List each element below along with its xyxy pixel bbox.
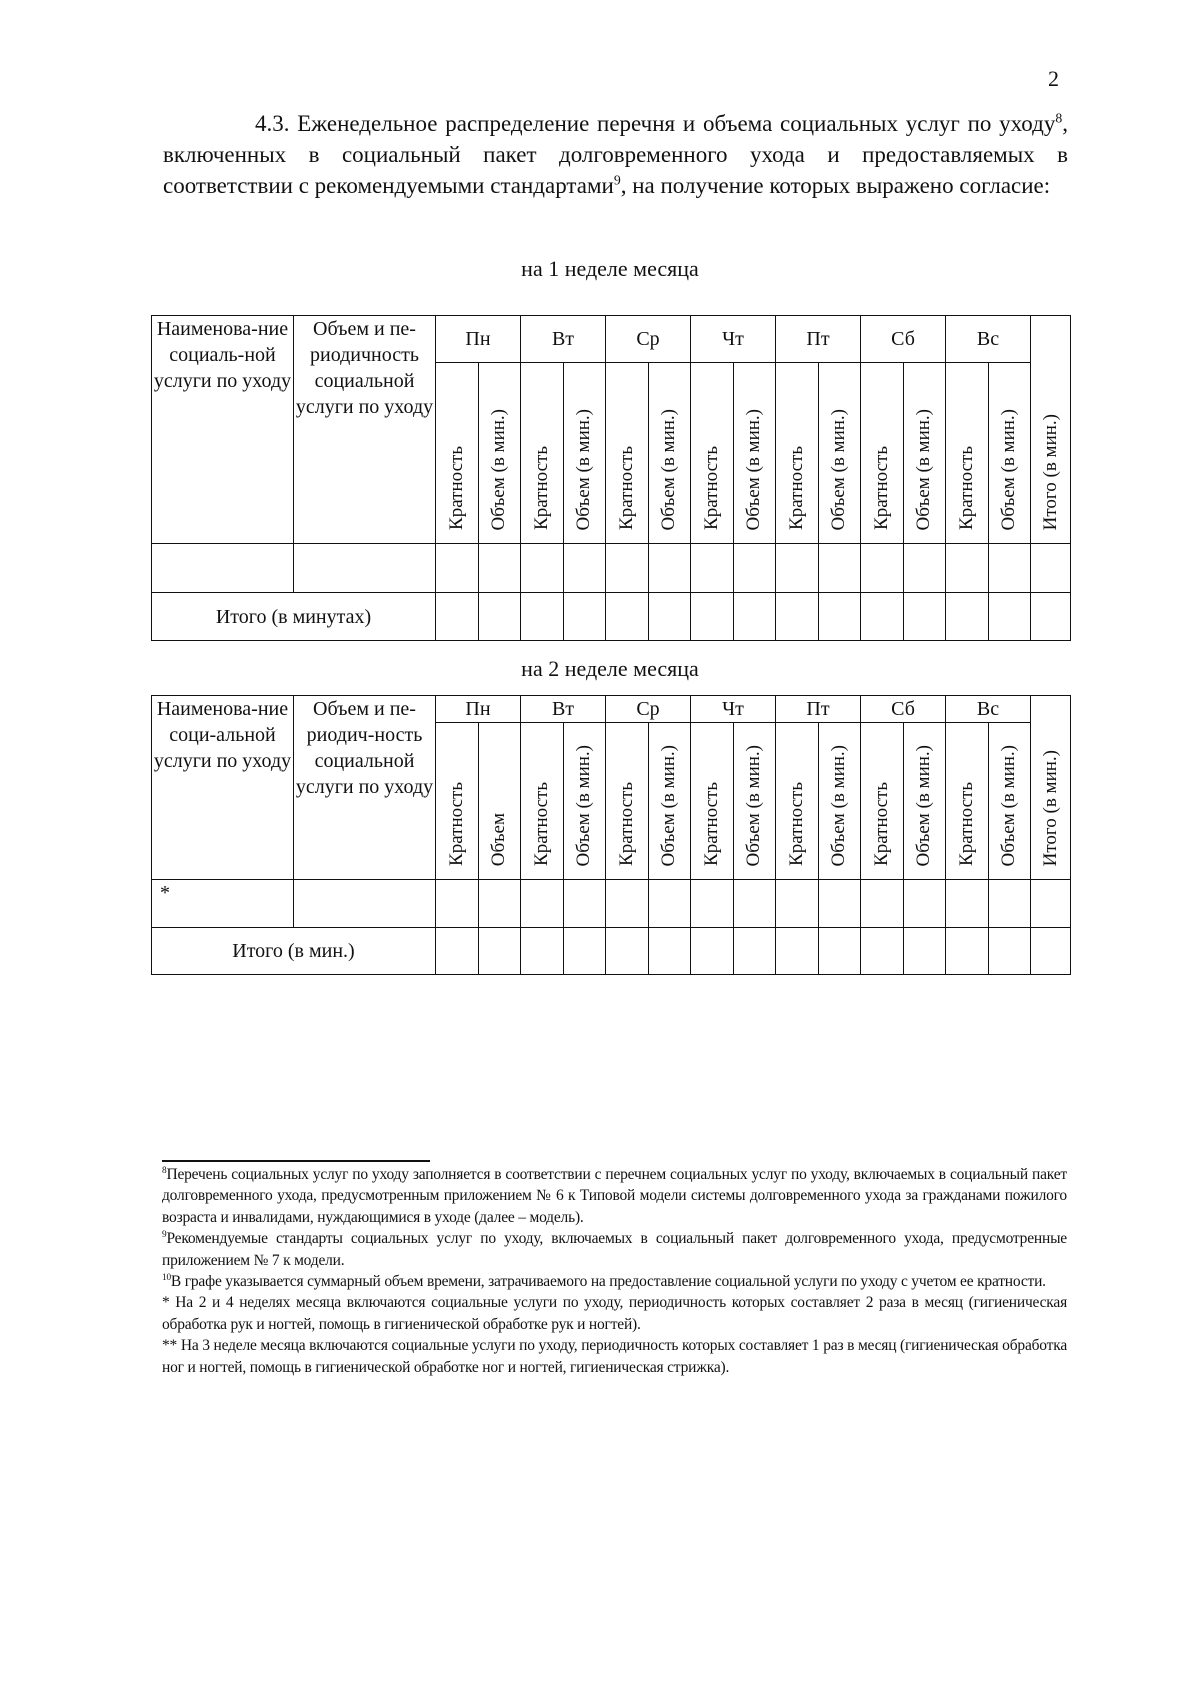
volume-label: Объем: [488, 812, 510, 866]
header-volume: [818, 363, 861, 544]
frequency-label: Кратность: [955, 782, 977, 866]
volume-label: Объем (в мин.): [658, 408, 680, 530]
frequency-label: Кратность: [530, 782, 552, 866]
header-total-column: [1031, 316, 1071, 544]
volume-label: Объем (в мин.): [828, 408, 850, 530]
header-volume: [648, 363, 691, 544]
total-cell[interactable]: [691, 593, 734, 641]
header-frequency: [776, 363, 819, 544]
footnote: [162, 1228, 1067, 1271]
frequency-label: Кратность: [445, 446, 467, 530]
data-cell[interactable]: [648, 544, 691, 593]
data-cell[interactable]: [903, 544, 946, 593]
footnote-mark: 8: [162, 1165, 167, 1176]
header-volume-periodicity: Объем и пе-риодичность социальной услуги по уходу: [294, 316, 436, 544]
total-cell[interactable]: [903, 593, 946, 641]
volume-label: Объем (в мин.): [573, 408, 595, 530]
total-cell[interactable]: [776, 593, 819, 641]
data-cell[interactable]: [521, 880, 564, 928]
table-row: [152, 544, 1071, 593]
header-volume: [648, 723, 691, 880]
volume-label: Объем (в мин.): [743, 744, 765, 866]
frequency-label: Кратность: [785, 782, 807, 866]
volume-label: Объем (в мин.): [658, 744, 680, 866]
header-day: Сб: [861, 316, 946, 363]
data-cell[interactable]: [648, 880, 691, 928]
data-cell[interactable]: [563, 880, 606, 928]
total-cell[interactable]: [521, 928, 564, 975]
total-cell[interactable]: [606, 593, 649, 641]
data-cell[interactable]: [691, 880, 734, 928]
data-cell[interactable]: [521, 544, 564, 593]
footnote-text: * На 2 и 4 неделях месяца включаются социальные услуги по уходу, периодичность которых составляет 2 раза в месяц (гигиеническая обработка рук и ногтей, помощь в гигиенической обработке рук и ногтей).: [162, 1294, 1067, 1333]
data-cell[interactable]: [478, 544, 521, 593]
total-cell[interactable]: [648, 593, 691, 641]
header-day: Вс: [946, 316, 1031, 363]
data-cell[interactable]: [478, 880, 521, 928]
total-cell[interactable]: [478, 593, 521, 641]
volume-label: Объем (в мин.): [998, 744, 1020, 866]
header-volume: [903, 723, 946, 880]
footnote-text: ** На 3 неделе месяца включаются социальные услуги по уходу, периодичность которых составляет 1 раз в месяц (гигиеническая обработка ног и ногтей, помощь в гигиенической обработке ног и ногтей, гигиеническая стрижка).: [162, 1337, 1067, 1376]
frequency-label: Кратность: [870, 782, 892, 866]
data-cell[interactable]: [1031, 544, 1071, 593]
volume-label: Объем (в мин.): [913, 744, 935, 866]
data-cell[interactable]: [606, 544, 649, 593]
header-frequency: [691, 723, 734, 880]
header-volume: [563, 723, 606, 880]
week2-table: [151, 695, 1071, 975]
service-name-cell[interactable]: *: [152, 880, 294, 928]
footnote: [162, 1292, 1067, 1335]
total-cell[interactable]: [776, 928, 819, 975]
total-cell[interactable]: [648, 928, 691, 975]
header-frequency: [436, 363, 479, 544]
total-cell[interactable]: [988, 928, 1031, 975]
frequency-label: Кратность: [870, 446, 892, 530]
total-row: [152, 928, 1071, 975]
week1-table: [151, 315, 1071, 641]
footnote: [162, 1164, 1067, 1228]
total-row-label: Итого (в минутах): [152, 593, 436, 641]
frequency-label: Кратность: [530, 446, 552, 530]
header-frequency: [436, 723, 479, 880]
data-cell[interactable]: [818, 544, 861, 593]
total-cell[interactable]: [818, 593, 861, 641]
header-day: Чт: [691, 316, 776, 363]
footnotes: [162, 1164, 1067, 1378]
header-day: Вс: [946, 696, 1031, 723]
total-cell[interactable]: [563, 593, 606, 641]
header-volume: [563, 363, 606, 544]
data-cell[interactable]: [776, 544, 819, 593]
total-cell[interactable]: [521, 593, 564, 641]
header-volume: [478, 723, 521, 880]
data-cell[interactable]: [861, 544, 904, 593]
footnote-text: Перечень социальных услуг по уходу заполняется в соответствии с перечнем социальных услуг по уходу, включаемых в социальный пакет долговременного ухода, предусмотренным приложением № 6 к Типовой модели системы долговременного ухода за гражданами пожилого возраста и инвалидами, нуждающимися в уходе (далее – модель).: [162, 1166, 1067, 1226]
header-volume-periodicity: Объем и пе-риодич-ность социальной услуги по уходу: [294, 696, 436, 880]
total-cell[interactable]: [563, 928, 606, 975]
table-row: [152, 880, 1071, 928]
frequency-label: Кратность: [445, 782, 467, 866]
footnote-separator: [162, 1160, 430, 1162]
data-cell[interactable]: [691, 544, 734, 593]
footnote: [162, 1335, 1067, 1378]
header-day: Ср: [606, 696, 691, 723]
volume-label: Объем (в мин.): [488, 408, 510, 530]
volume-label: Объем (в мин.): [828, 744, 850, 866]
total-cell[interactable]: [861, 593, 904, 641]
data-cell[interactable]: [563, 544, 606, 593]
data-cell[interactable]: [946, 880, 989, 928]
data-cell[interactable]: [294, 880, 436, 928]
page-number: 2: [1048, 66, 1059, 91]
total-cell[interactable]: [818, 928, 861, 975]
header-day: Пн: [436, 696, 521, 723]
frequency-label: Кратность: [615, 446, 637, 530]
header-service-name: Наименова-ние социаль-ной услуги по уходу: [152, 316, 294, 544]
data-cell[interactable]: [436, 880, 479, 928]
header-frequency: [946, 363, 989, 544]
header-total-column: [1031, 696, 1071, 880]
total-cell[interactable]: [478, 928, 521, 975]
intro-text: 4.3. Еженедельное распределение перечня и объема социальных услуг по уходу: [255, 111, 1056, 136]
header-day: Ср: [606, 316, 691, 363]
header-volume: [478, 363, 521, 544]
header-frequency: [606, 723, 649, 880]
header-day: Пт: [776, 696, 861, 723]
total-cell[interactable]: [436, 593, 479, 641]
total-cell[interactable]: [1031, 928, 1071, 975]
total-cell[interactable]: [1031, 593, 1071, 641]
intro-text: , на получение которых выражено согласие:: [620, 173, 1051, 198]
week1-caption: на 1 неделе месяца: [521, 256, 699, 281]
total-cell[interactable]: [691, 928, 734, 975]
header-day: Чт: [691, 696, 776, 723]
total-cell[interactable]: [436, 928, 479, 975]
header-frequency: [861, 363, 904, 544]
footnote-text: Рекомендуемые стандарты социальных услуг по уходу, включаемых в социальный пакет долговременного ухода, предусмотренные приложением № 7 к модели.: [162, 1230, 1067, 1269]
footnote: [162, 1271, 1067, 1292]
header-volume: [988, 363, 1031, 544]
header-volume: [988, 723, 1031, 880]
data-cell[interactable]: [776, 880, 819, 928]
volume-label: Объем (в мин.): [913, 408, 935, 530]
header-frequency: [776, 723, 819, 880]
header-service-name: Наименова-ние соци-альной услуги по уходу: [152, 696, 294, 880]
header-frequency: [861, 723, 904, 880]
data-cell[interactable]: [1031, 880, 1071, 928]
header-day: Вт: [521, 696, 606, 723]
footnote-mark: 9: [162, 1230, 167, 1241]
header-frequency: [946, 723, 989, 880]
volume-label: Объем (в мин.): [573, 744, 595, 866]
header-volume: [818, 723, 861, 880]
header-volume: [903, 363, 946, 544]
data-cell[interactable]: [818, 880, 861, 928]
footnote-mark: 10: [162, 1272, 171, 1283]
header-day: Сб: [861, 696, 946, 723]
volume-label: Объем (в мин.): [743, 408, 765, 530]
total-cell[interactable]: [903, 928, 946, 975]
header-day: Пт: [776, 316, 861, 363]
frequency-label: Кратность: [955, 446, 977, 530]
data-cell[interactable]: [861, 880, 904, 928]
header-volume: [733, 363, 776, 544]
total-cell[interactable]: [861, 928, 904, 975]
section-paragraph: [163, 108, 1068, 201]
data-cell[interactable]: [294, 544, 436, 593]
total-cell[interactable]: [988, 593, 1031, 641]
data-cell[interactable]: [606, 880, 649, 928]
header-day: Пн: [436, 316, 521, 363]
total-cell[interactable]: [606, 928, 649, 975]
data-cell[interactable]: [988, 880, 1031, 928]
data-cell[interactable]: [903, 880, 946, 928]
header-frequency: [606, 363, 649, 544]
footnote-ref: 9: [613, 172, 621, 188]
frequency-label: Кратность: [700, 782, 722, 866]
data-cell[interactable]: [436, 544, 479, 593]
week2-caption: на 2 неделе месяца: [521, 656, 699, 681]
total-cell[interactable]: [946, 928, 989, 975]
data-cell[interactable]: [733, 880, 776, 928]
header-volume: [733, 723, 776, 880]
data-cell[interactable]: [988, 544, 1031, 593]
total-cell[interactable]: [946, 593, 989, 641]
intro-text: , включенных в социальный пакет долговременного ухода и предоставляемых в соответствии с рекомендуемыми стандартами: [163, 111, 1068, 198]
header-day: Вт: [521, 316, 606, 363]
service-name-cell[interactable]: [152, 544, 294, 593]
footnote-text: В графе указывается суммарный объем времени, затрачиваемого на предоставление социальной услуги по уходу с учетом ее кратности.: [170, 1273, 1046, 1291]
volume-label: Объем (в мин.): [998, 408, 1020, 530]
total-cell[interactable]: [733, 928, 776, 975]
total-cell[interactable]: [733, 593, 776, 641]
frequency-label: Кратность: [785, 446, 807, 530]
header-total-label: Итого (в мин.): [1039, 413, 1061, 530]
frequency-label: Кратность: [615, 782, 637, 866]
header-frequency: [691, 363, 734, 544]
total-row-label: Итого (в мин.): [152, 928, 436, 975]
frequency-label: Кратность: [700, 446, 722, 530]
footnote-ref: 8: [1055, 110, 1063, 126]
data-cell[interactable]: [946, 544, 989, 593]
data-cell[interactable]: [733, 544, 776, 593]
header-frequency: [521, 723, 564, 880]
header-total-label: Итого (в мин.): [1039, 749, 1061, 866]
header-frequency: [521, 363, 564, 544]
total-row: [152, 593, 1071, 641]
